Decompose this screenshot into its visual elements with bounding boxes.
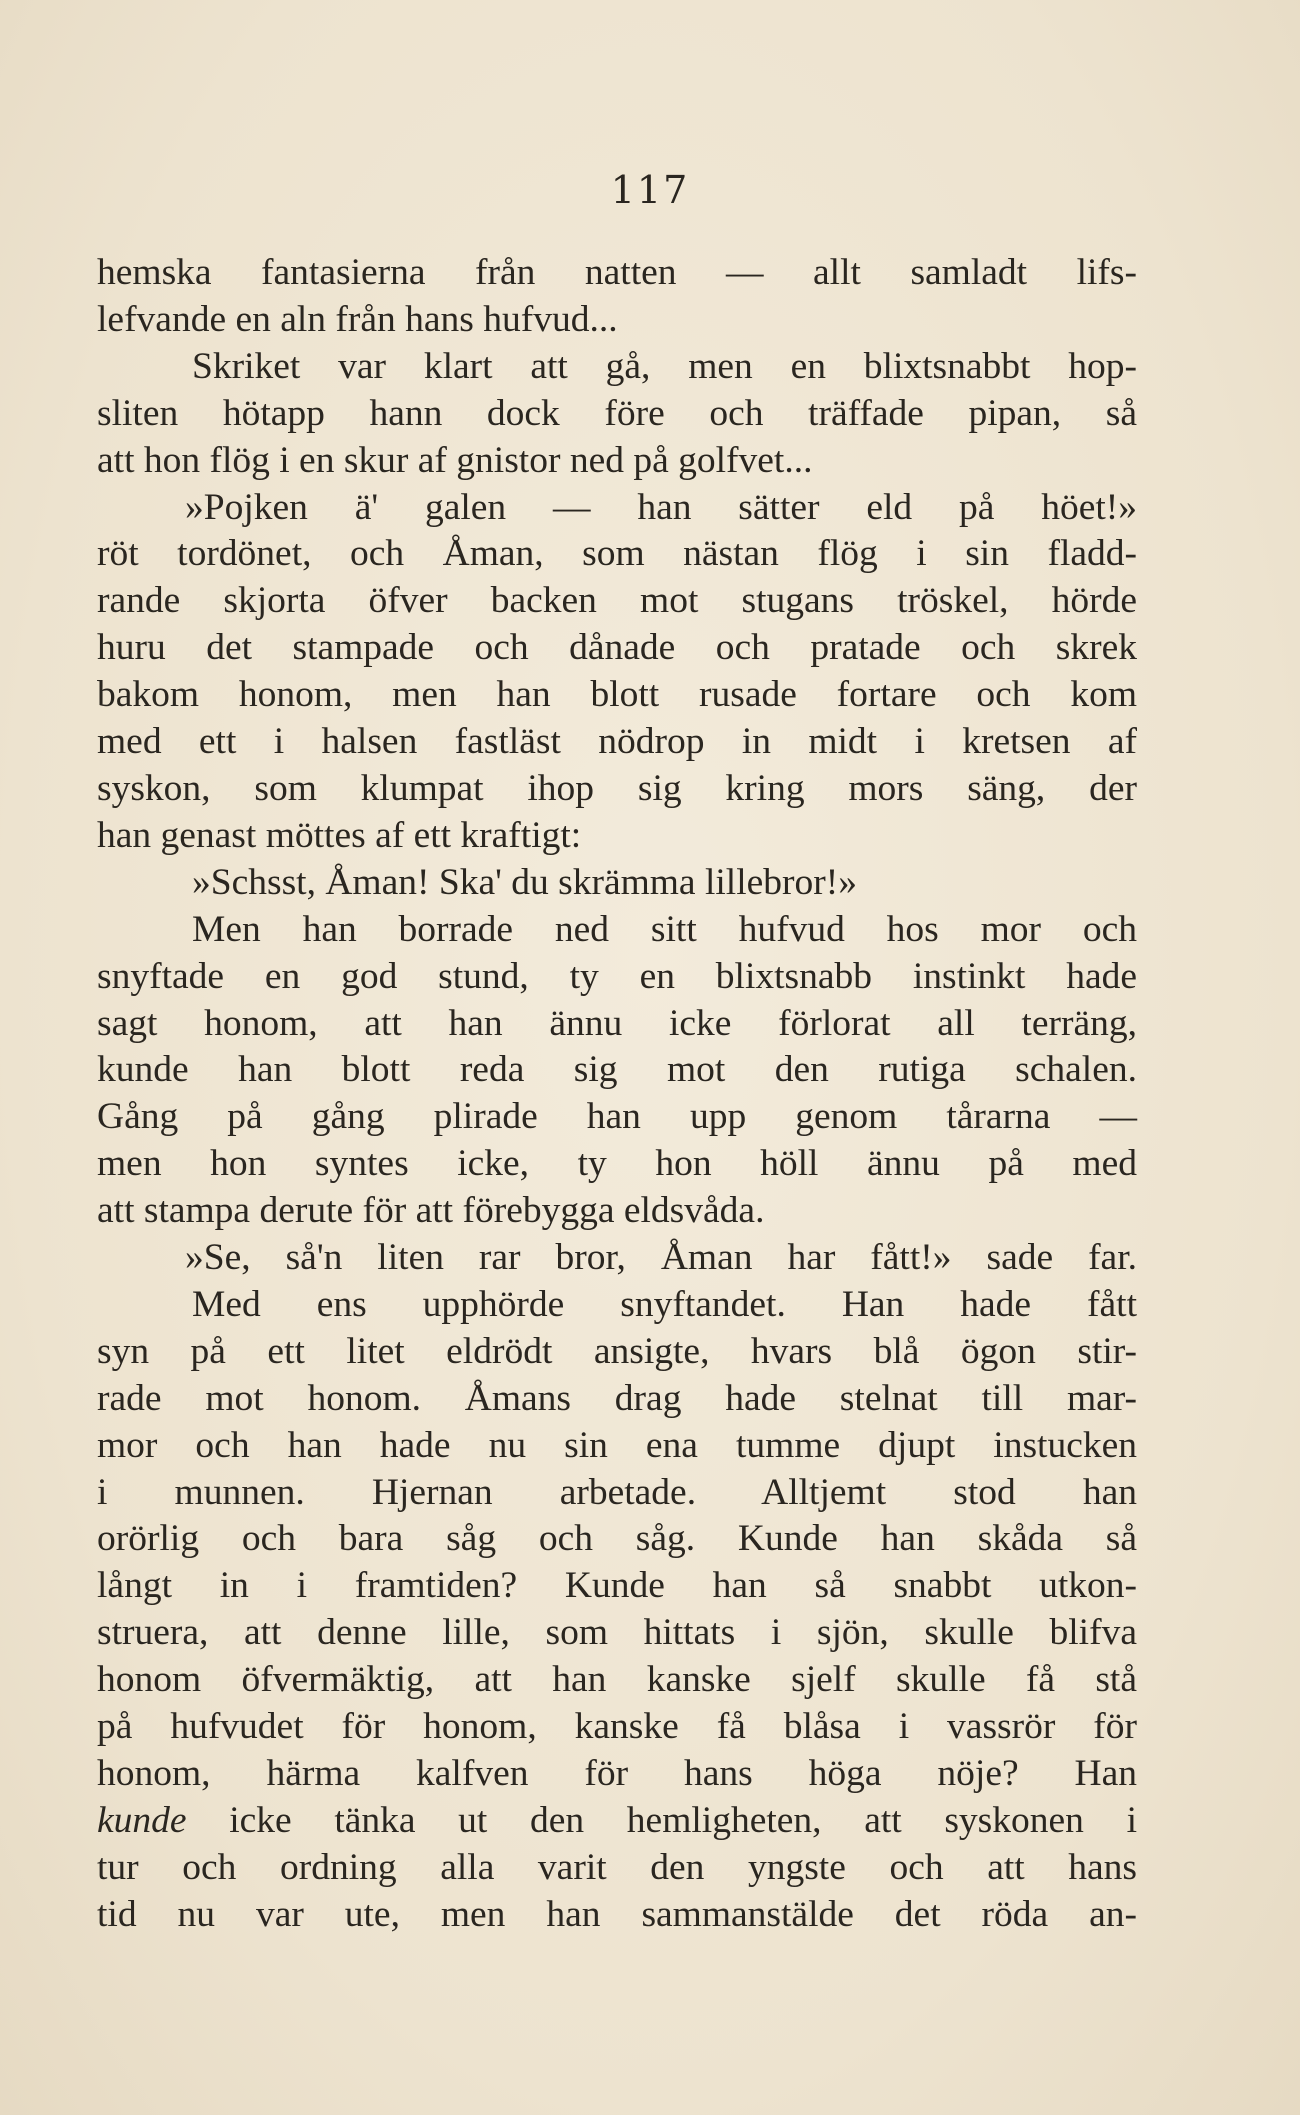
text-line: »Schsst, Åman! Ska' du skrämma lillebror!»	[192, 861, 857, 903]
text-line: att hon flög i en skur af gnistor ned på golfvet...	[97, 439, 813, 481]
text-line: huru det stampade och dånade och pratade och skrek	[97, 627, 1137, 669]
text-line: honom, härma kalfven för hans höga nöje? Han	[97, 1753, 1137, 1794]
text-line: att stampa derute för att förebygga eldsvåda.	[97, 1190, 765, 1232]
text-line: men hon syntes icke, ty hon höll ännu på med	[97, 1143, 1137, 1185]
text-line: snyftade en god stund, ty en blixtsnabb instinkt hade	[97, 955, 1137, 997]
text-line: syskon, som klumpat ihop sig kring mors säng, der	[97, 767, 1137, 809]
page-number: 117	[610, 168, 690, 212]
text-line: lefvande en aln från hans hufvud...	[97, 298, 618, 340]
text-line: hemska fantasierna från natten — allt samladt lifs-	[97, 252, 1137, 293]
text-line-rest: icke tänka ut den hemligheten, att syskonen i	[229, 1799, 1137, 1841]
text-line: med ett i halsen fastläst nödrop in midt i kretsen af	[97, 721, 1137, 763]
text-line: tid nu var ute, men han sammanstälde det röda an-	[97, 1893, 1137, 1935]
text-line: tur och ordning alla varit den yngste och att hans	[97, 1846, 1137, 1888]
text-line: mor och han hade nu sin ena tumme djupt instucken	[97, 1424, 1137, 1466]
text-line: rade mot honom. Åmans drag hade stelnat till mar-	[97, 1377, 1137, 1419]
text-line: Skriket var klart att gå, men en blixtsnabbt hop-	[192, 345, 1137, 387]
text-line: »Se, så'n liten rar bror, Åman har fått!» sade far.	[185, 1237, 1137, 1279]
text-line: struera, att denne lille, som hittats i sjön, skulle blifva	[97, 1612, 1137, 1654]
text-line: Med ens upphörde snyftandet. Han hade fått	[192, 1283, 1137, 1325]
text-line: sagt honom, att han ännu icke förlorat all terräng,	[97, 1002, 1137, 1044]
body-text	[97, 250, 1137, 1939]
text-line: »Pojken ä' galen — han sätter eld på höet!»	[185, 486, 1137, 528]
text-line: röt tordönet, och Åman, som nästan flög i sin fladd-	[97, 533, 1137, 575]
text-line: långt in i framtiden? Kunde han så snabbt utkon-	[97, 1565, 1137, 1607]
text-line: han genast möttes af ett kraftigt:	[97, 814, 582, 856]
text-line: på hufvudet för honom, kanske få blåsa i vassrör för	[97, 1706, 1137, 1748]
text-line: sliten hötapp hann dock före och träffade pipan, så	[97, 392, 1137, 434]
text-line: bakom honom, men han blott rusade fortare och kom	[97, 674, 1137, 716]
text-line: i munnen. Hjernan arbetade. Alltjemt stod han	[97, 1471, 1137, 1513]
text-line: orörlig och bara såg och såg. Kunde han skåda så	[97, 1518, 1137, 1560]
text-line: rande skjorta öfver backen mot stugans tröskel, hörde	[97, 580, 1137, 622]
emphasized-word: kunde	[97, 1799, 187, 1841]
text-line: Men han borrade ned sitt hufvud hos mor och	[192, 908, 1137, 950]
text-line: kunde han blott reda sig mot den rutiga schalen.	[97, 1049, 1137, 1091]
text-line: Gång på gång plirade han upp genom tårarna —	[97, 1096, 1137, 1138]
text-line: syn på ett litet eldrödt ansigte, hvars blå ögon stir-	[97, 1330, 1137, 1372]
text-line: honom öfvermäktig, att han kanske sjelf skulle få stå	[97, 1659, 1137, 1701]
text-line	[97, 1798, 1137, 1845]
